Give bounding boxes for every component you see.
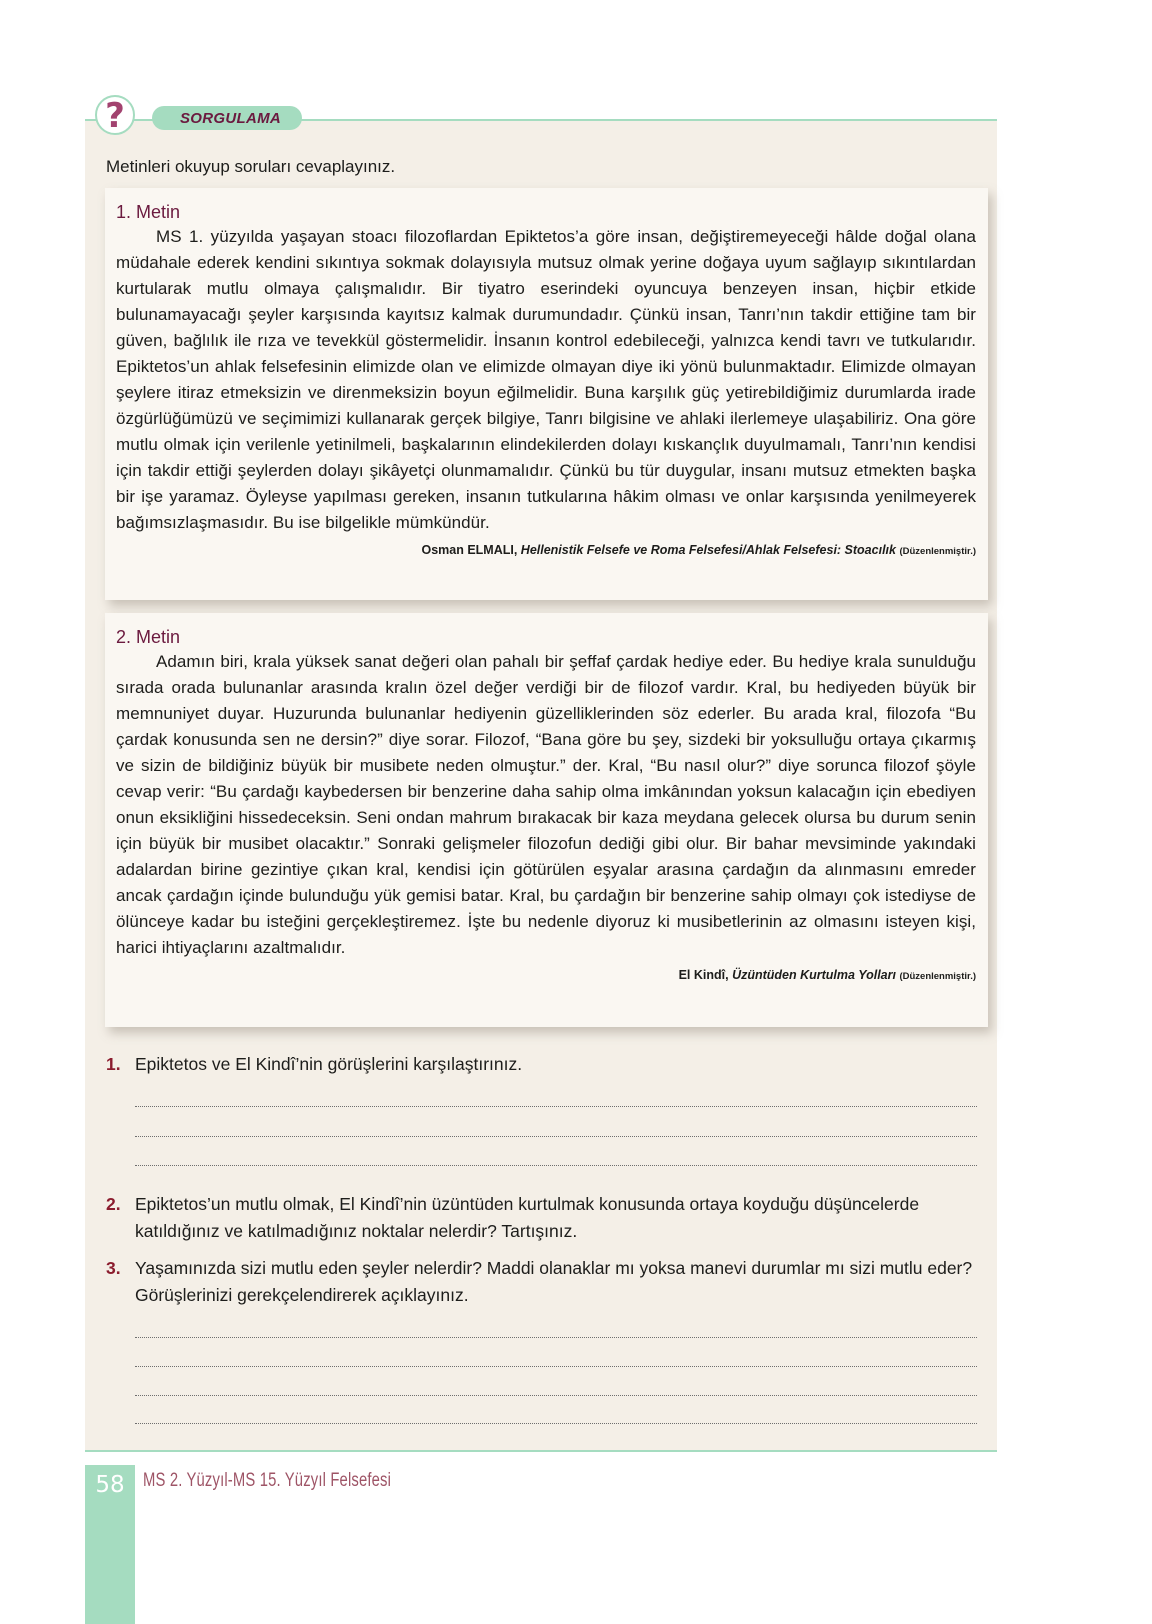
question-number: 2.: [106, 1194, 121, 1214]
question-1: [106, 1051, 976, 1078]
answer-line[interactable]: [135, 1423, 977, 1424]
question-2: [106, 1191, 976, 1245]
source-note: (Düzenlenmiştir.): [899, 971, 976, 982]
question-text: Epiktetos’un mutlu olmak, El Kindî’nin üzüntüden kurtulmak konusunda ortaya koyduğu düşüncelerde katıldığınız ve katılmadığınız noktalar nelerdir? Tartışınız.: [135, 1194, 920, 1241]
section-label: SORGULAMA: [180, 109, 282, 127]
text-1-heading: 1. Metin: [116, 202, 181, 222]
text-2-heading: 2. Metin: [116, 627, 181, 647]
question-text: Yaşamınızda sizi mutlu eden şeyler nelerdir? Maddi olanaklar mı yoksa manevi durumlar mı sizi mutlu eder? Görüşlerinizi gerekçelendirerek açıklayınız.: [135, 1258, 973, 1305]
chapter-title: MS 2. Yüzyıl-MS 15. Yüzyıl Felsefesi: [143, 1470, 392, 1491]
source-title: Üzüntüden Kurtulma Yolları: [732, 968, 896, 982]
question-mark-icon: ?: [95, 95, 135, 135]
answer-line[interactable]: [135, 1106, 977, 1107]
page-number: 58: [95, 1472, 125, 1498]
question-number: 3.: [106, 1258, 121, 1278]
source-note: (Düzenlenmiştir.): [899, 546, 976, 557]
section-label-badge: [152, 106, 302, 130]
question-number: 1.: [106, 1054, 121, 1074]
text-box-1: [105, 188, 988, 600]
answer-line[interactable]: [135, 1136, 977, 1137]
source-title: Hellenistik Felsefe ve Roma Felsefesi/Ahlak Felsefesi: Stoacılık: [520, 543, 896, 557]
text-1-body: MS 1. yüzyılda yaşayan stoacı filozoflardan Epiktetos’a göre insan, değiştiremeyeceği hâlde doğal olana müdahale ederek kendini sıkıntıya sokmak dolayısıyla mutsuz olmak yerine doğaya uyum sağlayıp sıkıntılardan kurtularak mutlu olmaya çalışmalıdır. Bir tiyatro eserindeki oyuncuya benzeyen insan, hiçbir etkide bulunamayacağı şeyler karşısında kayıtsız kalmak durumundadır. Çünkü insan, Tanrı’nın takdir ettiğine tam bir güven, bağlılık ile rıza ve tevekkül göstermelidir. İnsanın kontrol edebileceği, yalnızca kendi tavrı ve tutkularıdır. Epiktetos’un ahlak felsefesinin elimizde olan ve elimizde olmayan diye iki yönü bulunmaktadır. Elimizde olmayan şeylere itiraz etmeksizin ve direnmeksizin boyun eğilmelidir. Buna karşılık güç yetirebildiğimiz durumlarda irade özgürlüğümüzü ve seçimimizi kullanarak gerçek bilgiye, Tanrı bilgisine ve ahlaki ilerlemeye ulaşabiliriz. Ona göre mutlu olmak için verilenle yetinilmeli, başkalarının elindekilerden dolayı kıskançlık duyulmamalı, Tanrı’nın kendisi için takdir ettiği şeylerden dolayı şikâyetçi olunmamalıdır. Çünkü bu tür duygular, insanı mutsuz etmekten başka bir işe yaramaz. Öyleyse yapılması gereken, insanın tutkularına hâkim olması ve onlar karşısında yenilmeyerek bağımsızlaşmasıdır. Bu ise bilgelikle mümkündür.: [116, 227, 976, 532]
answer-line[interactable]: [135, 1395, 977, 1396]
answer-line[interactable]: [135, 1165, 977, 1166]
question-3: [106, 1255, 976, 1309]
question-text: Epiktetos ve El Kindî’nin görüşlerini karşılaştırınız.: [135, 1054, 523, 1074]
text-box-2: [105, 613, 988, 1027]
text-2-body: Adamın biri, krala yüksek sanat değeri olan pahalı bir şeffaf çardak hediye eder. Bu hediye krala sunulduğu sırada orada bulunanlar arasında kralın özel değer verdiği bir de filozof vardır. Kral, bu hediyeden büyük bir memnuniyet duyar. Huzurunda bulunanlar hediyenin güzelliklerinden söz ederler. Bu arada kral, filozofa “Bu çardak konusunda sen ne dersin?” diye sorar. Filozof, “Bana göre bu şey, sizdeki bir yoksulluğu ortaya çıkarmış ve sizin de bildiğiniz büyük bir musibete neden olmuştur.” der. Kral, “Bu nasıl olur?” diye sorunca filozof şöyle cevap verir: “Bu çardağı kaybedersen bir benzerine daha sahip olma imkânından yoksun kalacağın için ebediyen onun eksikliğini hissedeceksin. Seni ondan mahrum bırakacak bir kaza meydana gelecek olursa bu durum senin için büyük bir musibet olacaktır.” Sonraki gelişmeler filozofun dediği gibi olur. Bir bahar mevsiminde yakındaki adalardan birine gezintiye çıkan kral, kendisi için götürülen eşyalar arasına çardağın da alınmasını emreder ancak çardağın içinde bulunduğu yük gemisi batar. Kral, bu çardağın bir benzerine sahip olmayı çok istediyse de ölünceye kadar bu isteğini gerçekleştiremez. İşte bu nedenle diyoruz ki musibetlerinin az olmasını isteyen kişi, harici ihtiyaçlarını azaltmalıdır.: [116, 652, 976, 957]
source-author: El Kindî,: [678, 968, 729, 982]
answer-line[interactable]: [135, 1337, 977, 1338]
answer-line[interactable]: [135, 1366, 977, 1367]
text-1-source: [116, 540, 976, 562]
source-author: Osman ELMALI,: [421, 543, 518, 557]
instructions: Metinleri okuyup soruları cevaplayınız.: [106, 157, 396, 176]
text-2-source: [116, 965, 976, 987]
